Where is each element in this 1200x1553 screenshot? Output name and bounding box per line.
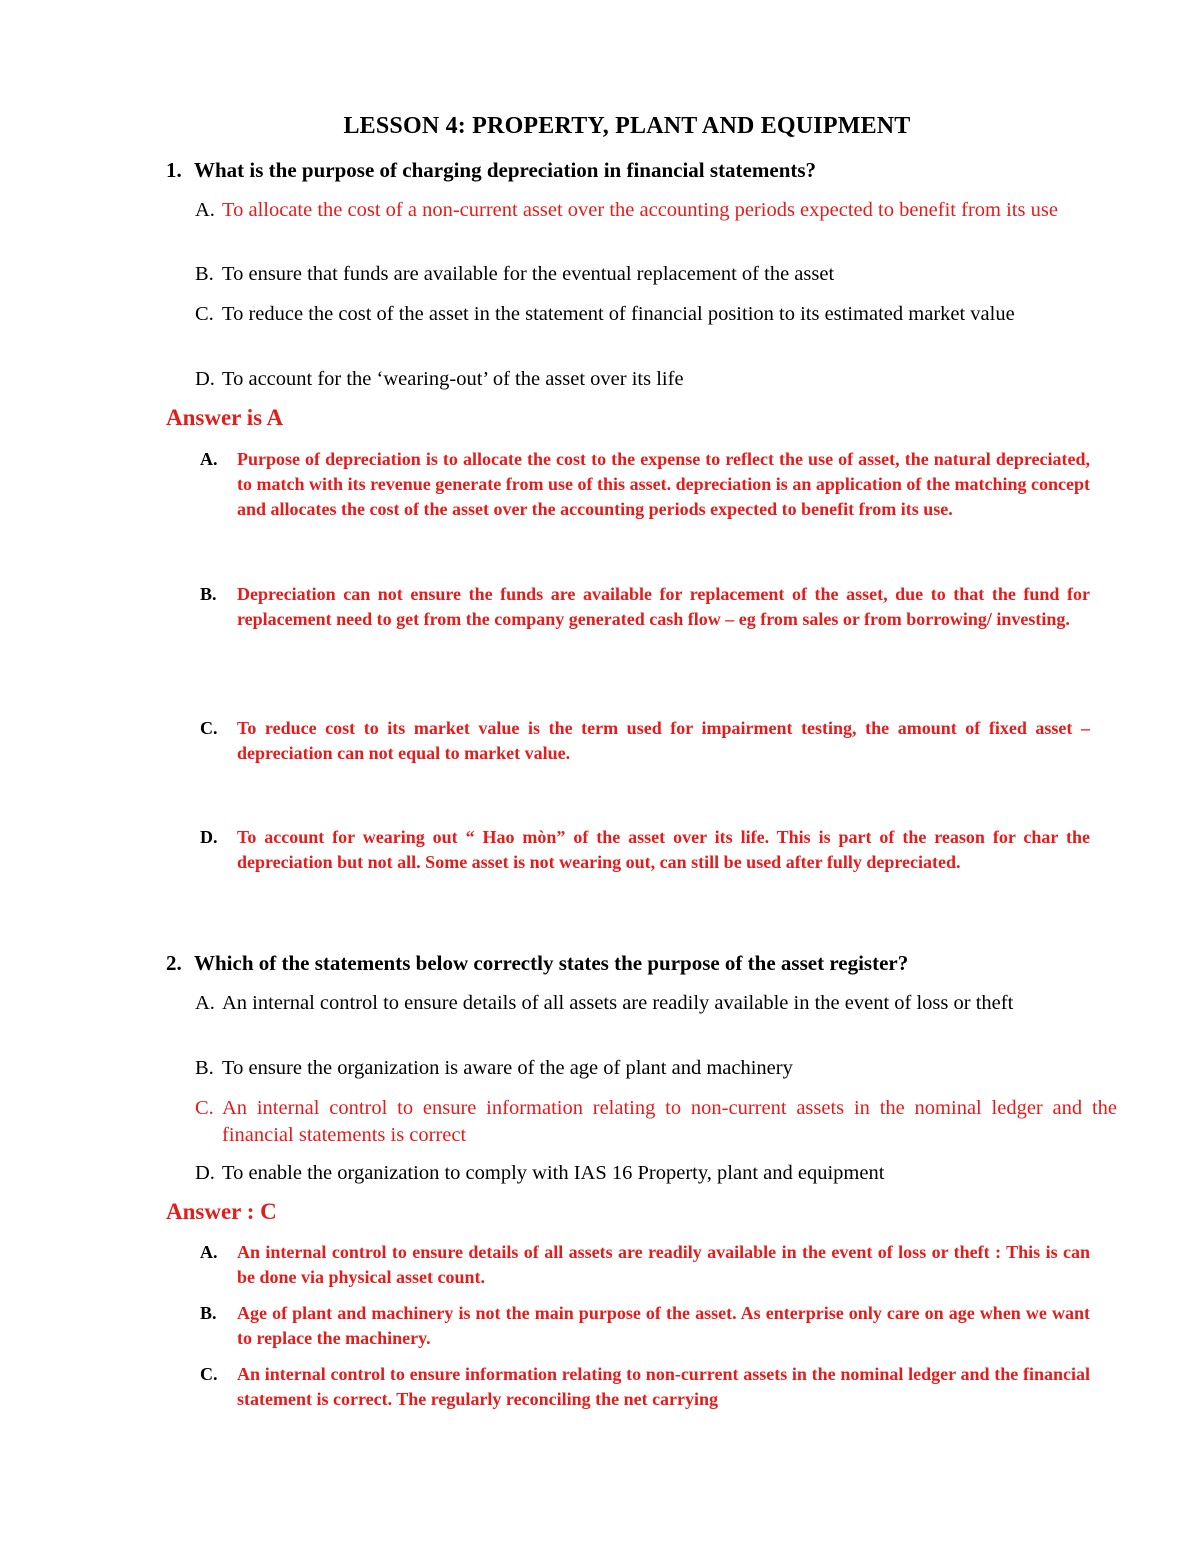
lesson-title: LESSON 4: PROPERTY, PLANT AND EQUIPMENT — [343, 113, 911, 139]
question-number: 2. — [166, 951, 182, 975]
option-text: An internal control to ensure information relating to non-current assets in the nominal ledger and the financial statements is correct — [222, 1097, 1117, 1146]
q1-explanation-d — [200, 825, 1090, 875]
q2-option-d — [195, 1160, 1117, 1187]
option-letter: C. — [195, 1097, 214, 1119]
question-text: What is the purpose of charging depreciation in financial statements? — [194, 158, 817, 182]
explanation-letter: B. — [200, 1303, 217, 1323]
q2-explanation-c — [200, 1362, 1090, 1412]
option-text: An internal control to ensure details of all assets are readily available in the event of loss or theft — [222, 992, 1014, 1014]
q1-option-c — [195, 301, 1117, 328]
question-number: 1. — [166, 158, 182, 182]
option-text: To account for the ‘wearing-out’ of the asset over its life — [222, 368, 684, 390]
q1-option-b — [195, 261, 1117, 288]
question-1 — [166, 158, 1106, 183]
q2-option-b — [195, 1055, 1117, 1082]
option-text: To reduce the cost of the asset in the statement of financial position to its estimated market value — [222, 303, 1015, 325]
explanation-text: An internal control to ensure details of all assets are readily available in the event of loss or theft : This is can be done via physical asset count. — [237, 1242, 1090, 1287]
option-text: To enable the organization to comply with IAS 16 Property, plant and equipment — [222, 1162, 885, 1184]
explanation-text: To reduce cost to its market value is the term used for impairment testing, the amount of fixed asset – depreciation can not equal to market value. — [237, 718, 1090, 763]
q2-explanation-a — [200, 1240, 1090, 1290]
explanation-text: Depreciation can not ensure the funds are available for replacement of the asset, due to that the fund for replacement need to get from the company generated cash flow – eg from sales or from borrowing/ investing. — [237, 584, 1090, 629]
q1-answer-heading: Answer is A — [166, 405, 284, 430]
explanation-text: Age of plant and machinery is not the main purpose of the asset. As enterprise only care on age when we want to replace the machinery. — [237, 1303, 1090, 1348]
option-text: To ensure that funds are available for the eventual replacement of the asset — [222, 263, 835, 285]
option-letter: B. — [195, 263, 214, 285]
q1-explanation-b — [200, 582, 1090, 632]
option-letter: C. — [195, 303, 214, 325]
explanation-letter: A. — [200, 1242, 218, 1262]
explanation-letter: B. — [200, 584, 217, 604]
q2-option-c — [195, 1095, 1117, 1149]
q1-explanation-a — [200, 447, 1090, 522]
option-letter: D. — [195, 1162, 215, 1184]
explanation-letter: A. — [200, 449, 218, 469]
option-text: To allocate the cost of a non-current asset over the accounting periods expected to benefit from its use — [222, 199, 1058, 221]
question-text: Which of the statements below correctly states the purpose of the asset register? — [194, 951, 909, 975]
q1-explanation-c — [200, 716, 1090, 766]
q1-option-d — [195, 366, 1117, 393]
question-2 — [166, 951, 1106, 976]
q2-answer-heading: Answer : C — [166, 1199, 277, 1224]
explanation-text: Purpose of depreciation is to allocate the cost to the expense to reflect the use of asset, the natural depreciated, to match with its revenue generate from use of this asset. depreciation is an application of the matching concept and allocates the cost of the asset over the accounting periods expected to benefit from its use. — [237, 449, 1090, 519]
explanation-letter: C. — [200, 1364, 218, 1384]
option-letter: A. — [195, 992, 215, 1014]
option-text: To ensure the organization is aware of the age of plant and machinery — [222, 1057, 793, 1079]
option-letter: A. — [195, 199, 215, 221]
option-letter: B. — [195, 1057, 214, 1079]
explanation-letter: C. — [200, 718, 218, 738]
q2-explanation-b — [200, 1301, 1090, 1351]
q2-option-a — [195, 990, 1117, 1017]
option-letter: D. — [195, 368, 215, 390]
explanation-text: An internal control to ensure information relating to non-current assets in the nominal ledger and the financial statement is correct. The regularly reconciling the net carrying — [237, 1364, 1090, 1409]
explanation-letter: D. — [200, 827, 218, 847]
explanation-text: To account for wearing out “ Hao mòn” of the asset over its life. This is part of the reason for char the depreciation but not all. Some asset is not wearing out, can still be used after fully depreciated. — [237, 827, 1090, 872]
q1-option-a — [195, 197, 1117, 224]
